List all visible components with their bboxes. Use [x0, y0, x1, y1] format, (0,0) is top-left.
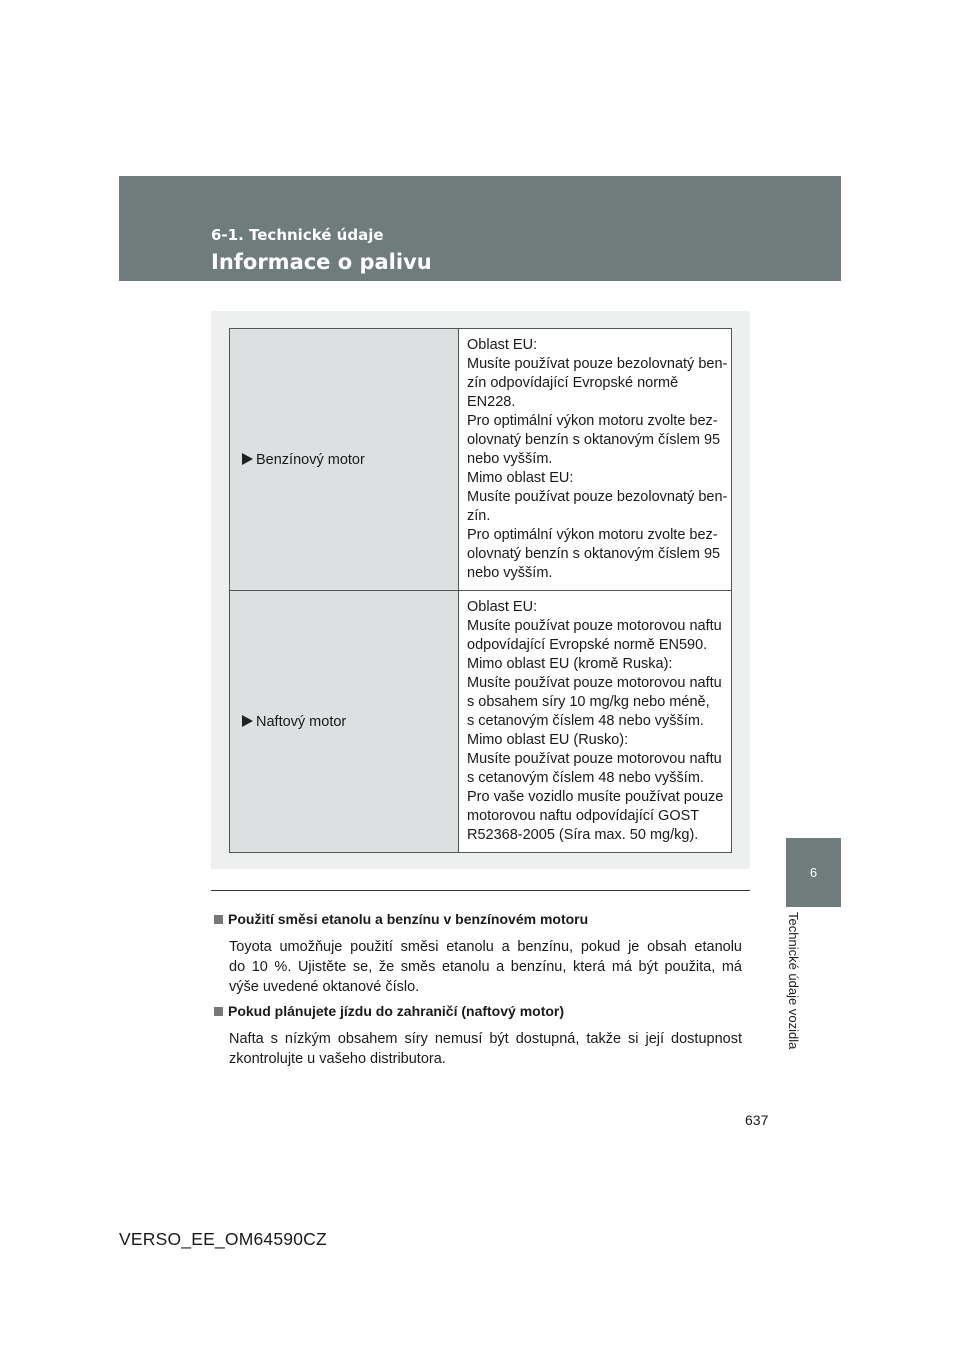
requirement-line: Mimo oblast EU:	[467, 470, 574, 486]
note-heading-text: Pokud plánujete jízdu do zahraničí (naftový motor)	[228, 1003, 565, 1019]
square-bullet-icon	[214, 915, 223, 924]
requirement-line: motorovou naftu odpovídající GOST	[467, 808, 700, 824]
requirement-line: Mimo oblast EU (kromě Ruska):	[467, 656, 673, 672]
fuel-type-cell	[230, 329, 459, 591]
requirement-line: R52368-2005 (Síra max. 50 mg/kg).	[467, 827, 699, 843]
requirement-line: Musíte používat pouze motorovou naftu	[467, 618, 722, 634]
section-label: 6-1. Technické údaje	[211, 226, 384, 244]
fuel-type-label: Benzínový motor	[256, 451, 365, 468]
note-body	[214, 1029, 742, 1069]
page-number: 637	[745, 1112, 769, 1128]
chapter-tab: 6	[786, 838, 841, 907]
fuel-type-cell	[230, 591, 459, 853]
fuel-table	[229, 328, 732, 853]
requirement-line: Pro vaše vozidlo musíte používat pouze	[467, 789, 724, 805]
fuel-requirements-cell	[459, 591, 732, 853]
triangle-bullet-icon	[242, 453, 253, 465]
note-body	[214, 937, 742, 997]
requirement-line: s obsahem síry 10 mg/kg nebo méně,	[467, 694, 710, 710]
requirement-line: Musíte používat pouze motorovou naftu	[467, 751, 722, 767]
requirement-line: EN228.	[467, 394, 516, 410]
requirement-line: nebo vyšším.	[467, 451, 553, 467]
note-line: výše uvedené oktanové číslo.	[229, 979, 420, 995]
requirement-line: s cetanovým číslem 48 nebo vyšším.	[467, 770, 704, 786]
requirement-line: Musíte používat pouze motorovou naftu	[467, 675, 722, 691]
requirement-line: zín.	[467, 508, 491, 524]
fuel-type-label: Naftový motor	[256, 713, 347, 730]
document-code: VERSO_EE_OM64590CZ	[119, 1229, 327, 1249]
note-heading	[214, 1002, 742, 1020]
note-line: do 10 %. Ujistěte se, že směs etanolu a benzínu, která má být použita, má	[229, 959, 742, 975]
square-bullet-icon	[214, 1007, 223, 1016]
requirement-line: Pro optimální výkon motoru zvolte bez-	[467, 413, 718, 429]
note-heading	[214, 910, 742, 928]
requirement-line: nebo vyšším.	[467, 565, 553, 581]
note-line: Toyota umožňuje použití směsi etanolu a benzínu, pokud je obsah etanolu	[229, 939, 742, 955]
section-divider	[211, 890, 750, 891]
table-row	[230, 591, 732, 853]
note-line: Nafta s nízkým obsahem síry nemusí být dostupná, takže si její dostupnost	[229, 1031, 742, 1047]
requirement-line: Musíte používat pouze bezolovnatý ben-	[467, 356, 728, 372]
note-heading-text: Použití směsi etanolu a benzínu v benzínovém motoru	[228, 911, 589, 927]
page-title: Informace o palivu	[211, 250, 432, 274]
requirement-line: olovnatý benzín s oktanovým číslem 95	[467, 546, 721, 562]
note-abroad	[214, 1002, 742, 1069]
note-line: zkontrolujte u vašeho distributora.	[229, 1051, 446, 1067]
requirement-line: zín odpovídající Evropské normě	[467, 375, 679, 391]
fuel-requirements-cell	[459, 329, 732, 591]
requirement-line: Mimo oblast EU (Rusko):	[467, 732, 629, 748]
triangle-bullet-icon	[242, 715, 253, 727]
table-row	[230, 329, 732, 591]
requirement-line: odpovídající Evropské normě EN590.	[467, 637, 708, 653]
requirement-line: Pro optimální výkon motoru zvolte bez-	[467, 527, 718, 543]
note-ethanol	[214, 910, 742, 997]
requirement-line: Musíte používat pouze bezolovnatý ben-	[467, 489, 728, 505]
requirement-line: Oblast EU:	[467, 337, 538, 353]
requirement-line: Oblast EU:	[467, 599, 538, 615]
requirement-line: olovnatý benzín s oktanovým číslem 95	[467, 432, 721, 448]
chapter-title-text: Technické údaje vozidla	[786, 912, 801, 1050]
requirement-line: s cetanovým číslem 48 nebo vyšším.	[467, 713, 704, 729]
